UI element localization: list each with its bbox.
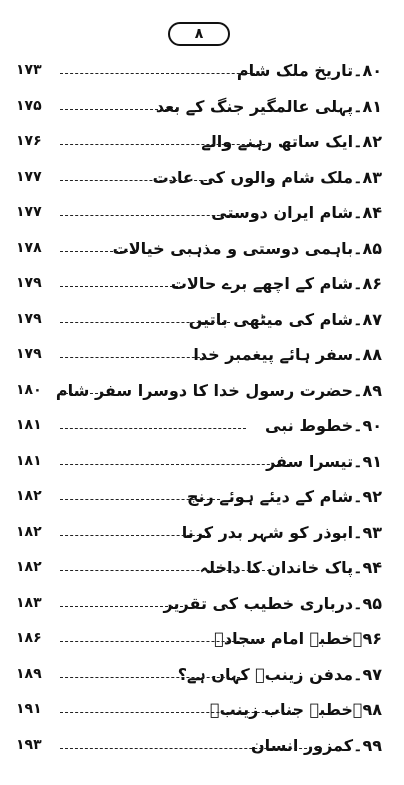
toc-entry-title: ۹۲۔شام کے دیئے ہوئے رنج xyxy=(187,487,382,506)
toc-entry-title: ۸۳۔ملک شام والوں کی عادت xyxy=(152,167,382,187)
toc-entry-page: ۱۸۹ xyxy=(16,665,42,682)
toc-entry-title: ۸۹۔حضرت رسول خدا کا دوسرا سفر شام xyxy=(55,380,382,400)
toc-entry xyxy=(0,730,404,766)
toc-entry-title: ۸۶۔شام کے اچھے برے حالات xyxy=(170,274,382,293)
page-number: ۸ xyxy=(194,26,204,42)
toc-entry-page: ۱۸۲ xyxy=(16,523,42,540)
toc-entry-title: ۸۷۔شام کی میٹھی باتیں xyxy=(188,309,382,329)
toc-leader-line xyxy=(60,73,265,74)
toc-entry-page: ۱۸۳ xyxy=(16,594,42,611)
toc-entry xyxy=(0,126,404,162)
toc-entry-title: ۹۵۔درباری خطیب کی تقریر xyxy=(163,593,382,613)
toc-entry xyxy=(0,197,404,233)
toc-entry-title: ۹۹۔کمزور انسان xyxy=(250,735,382,755)
toc-leader-line xyxy=(60,357,205,358)
toc-entry-page: ۱۸۲ xyxy=(16,559,42,575)
toc-entry-title: ۸۰۔تاریخ ملک شام xyxy=(236,61,382,80)
toc-entry-title: ۹۰۔خطوط نبی xyxy=(265,416,382,435)
toc-entry-title: ۸۴۔شام ایران دوستی xyxy=(211,203,382,222)
toc-entry-title: ۸۸۔سفر ہائے پیغمبر خدا xyxy=(193,345,382,364)
toc-entry-title: ۸۱۔پہلی عالمگیر جنگ کے بعد xyxy=(155,96,382,116)
toc-leader-line xyxy=(60,286,183,287)
toc-entry-page: ۱۷۷ xyxy=(16,168,42,185)
toc-entry-page: ۱۷۶ xyxy=(16,133,42,149)
toc-entry-page: ۱۷۹ xyxy=(16,346,42,362)
toc-entry-title: ۸۵۔باہمی دوستی و مذہبی خیالات xyxy=(112,238,382,258)
toc-leader-line xyxy=(60,535,210,536)
toc-leader-line xyxy=(60,748,322,749)
toc-entry xyxy=(0,588,404,624)
toc-entry-page: ۱۸۰ xyxy=(16,381,42,398)
toc-leader-line xyxy=(60,712,295,713)
toc-entry-title: ۹۳۔ابوذر کو شہر بدر کرنا xyxy=(181,522,382,542)
toc-leader-line xyxy=(60,144,265,145)
toc-entry xyxy=(0,481,404,517)
toc-entry-title: ۹۷۔مدفن زینبؑ کہاں ہے؟ xyxy=(177,664,382,684)
toc-entry-title: ۹۸۔خطبہ جناب زینبؑ xyxy=(210,700,382,719)
toc-leader-line xyxy=(60,428,246,429)
toc-entry-page: ۱۷۳ xyxy=(16,62,42,78)
toc-entry xyxy=(0,446,404,482)
toc-entry-title: ۹۶۔خطبہ امام سجادؑ xyxy=(214,629,382,648)
toc-leader-line xyxy=(60,215,235,216)
toc-entry-page: ۱۷۵ xyxy=(16,97,42,114)
toc-entry-page: ۱۹۱ xyxy=(16,701,42,717)
toc-leader-line xyxy=(60,322,230,323)
toc-entry xyxy=(0,268,404,304)
toc-entry xyxy=(0,91,404,127)
toc-leader-line xyxy=(60,180,212,181)
toc-entry-page: ۱۸۱ xyxy=(16,417,42,433)
toc-entry-page: ۱۷۹ xyxy=(16,275,42,291)
toc-entry xyxy=(0,304,404,340)
toc-entry-title: ۸۲۔ایک ساتھ رہنے والے xyxy=(201,132,382,151)
toc-entry xyxy=(0,659,404,695)
toc-leader-line xyxy=(60,499,220,500)
toc-entry-title: ۹۴۔پاک خاندان کا داخلہ xyxy=(199,558,382,577)
toc-entry-page: ۱۸۱ xyxy=(16,452,42,469)
toc-entry xyxy=(0,552,404,588)
table-of-contents xyxy=(0,55,404,765)
toc-leader-line xyxy=(60,109,178,110)
toc-leader-line xyxy=(60,251,138,252)
toc-entry xyxy=(0,410,404,446)
toc-leader-line xyxy=(60,464,290,465)
toc-entry xyxy=(0,55,404,91)
toc-entry-page: ۱۷۹ xyxy=(16,310,42,327)
toc-leader-line xyxy=(60,606,188,607)
toc-entry xyxy=(0,517,404,553)
toc-entry-page: ۱۸۲ xyxy=(16,488,42,504)
toc-leader-line xyxy=(60,393,103,394)
toc-entry-page: ۱۹۳ xyxy=(16,736,42,753)
toc-entry-title: ۹۱۔تیسرا سفر xyxy=(266,451,382,471)
page-number-badge xyxy=(168,22,230,46)
toc-entry xyxy=(0,375,404,411)
toc-entry xyxy=(0,694,404,730)
toc-entry xyxy=(0,162,404,198)
toc-entry xyxy=(0,339,404,375)
toc-leader-line xyxy=(60,641,265,642)
toc-entry xyxy=(0,623,404,659)
toc-leader-line xyxy=(60,677,240,678)
toc-leader-line xyxy=(60,570,270,571)
toc-entry xyxy=(0,233,404,269)
toc-entry-page: ۱۷۷ xyxy=(16,204,42,220)
toc-entry-page: ۱۸۶ xyxy=(16,630,42,646)
toc-entry-page: ۱۷۸ xyxy=(16,239,42,256)
